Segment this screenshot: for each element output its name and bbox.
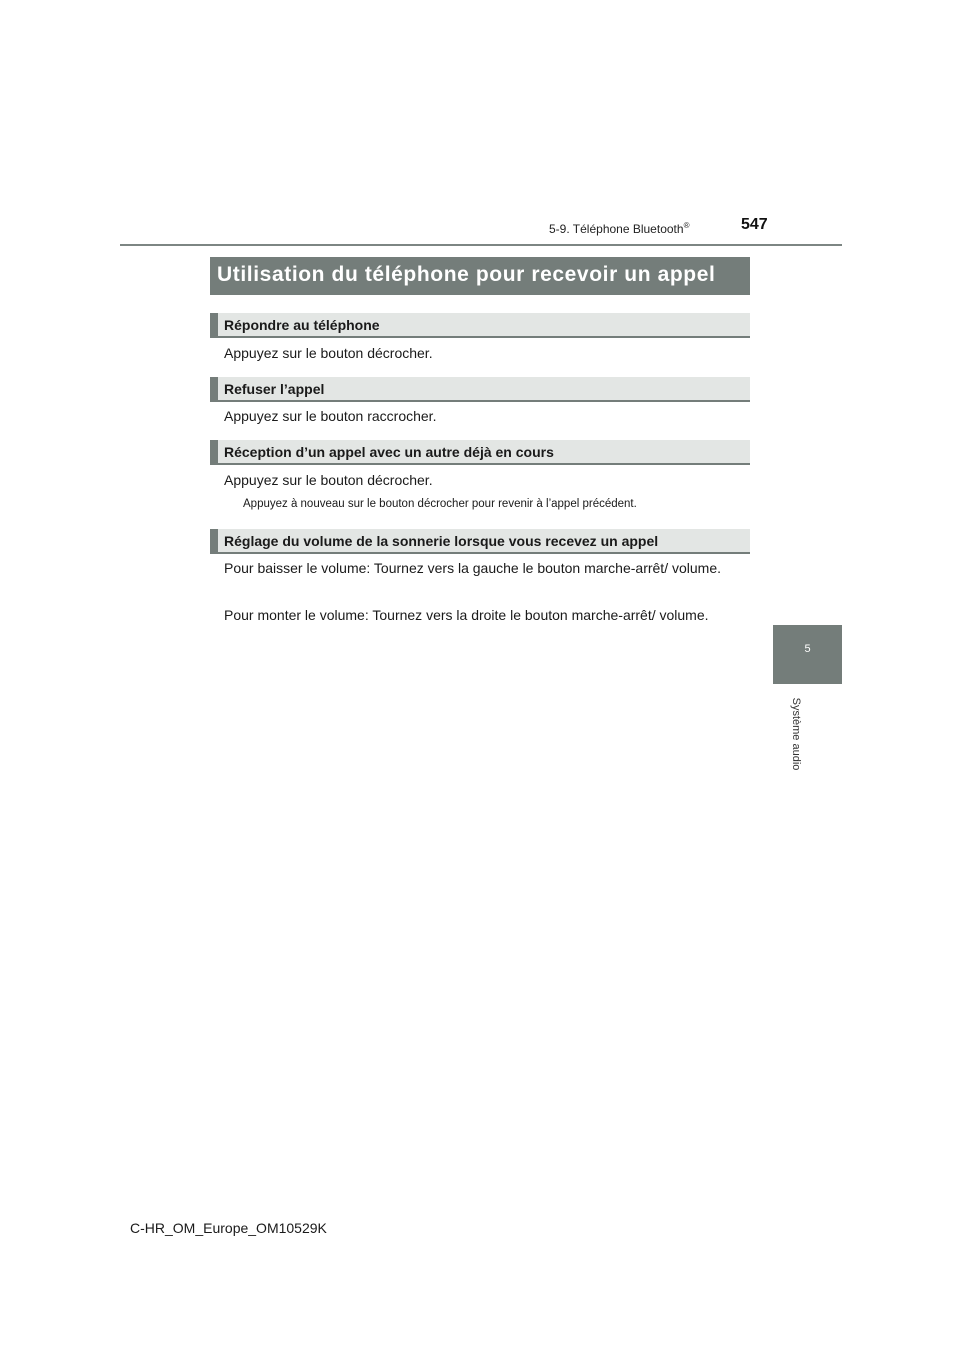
heading-waiting-call: Réception d’un appel avec un autre déjà en cours — [210, 440, 750, 465]
chapter-side-label: Système audio — [790, 697, 802, 771]
page-title: Utilisation du téléphone pour recevoir un appel — [210, 257, 750, 295]
heading-reject: Refuser l’appel — [210, 377, 750, 402]
header-rule — [120, 244, 842, 246]
note-waiting-call: Appuyez à nouveau sur le bouton décrocher pour revenir à l’appel précédent. — [243, 498, 637, 510]
registered-mark: ® — [683, 221, 690, 230]
heading-ringtone-volume: Réglage du volume de la sonnerie lorsque vous recevez un appel — [210, 529, 750, 554]
text-reject: Appuyez sur le bouton raccrocher. — [224, 408, 437, 424]
text-waiting-call: Appuyez sur le bouton décrocher. — [224, 472, 433, 488]
document-id: C-HR_OM_Europe_OM10529K — [130, 1220, 327, 1236]
heading-answer: Répondre au téléphone — [210, 313, 750, 338]
text-volume-up: Pour monter le volume: Tournez vers la droite le bouton marche-arrêt/ volume. — [224, 607, 709, 623]
header-section-title — [549, 221, 689, 236]
header-section-text: 5-9. Téléphone Bluetooth — [549, 222, 684, 236]
text-answer: Appuyez sur le bouton décrocher. — [224, 345, 433, 361]
chapter-tab: 5 — [773, 625, 842, 684]
text-volume-down: Pour baisser le volume: Tournez vers la gauche le bouton marche-arrêt/ volume. — [224, 560, 721, 576]
page-number: 547 — [741, 216, 768, 233]
